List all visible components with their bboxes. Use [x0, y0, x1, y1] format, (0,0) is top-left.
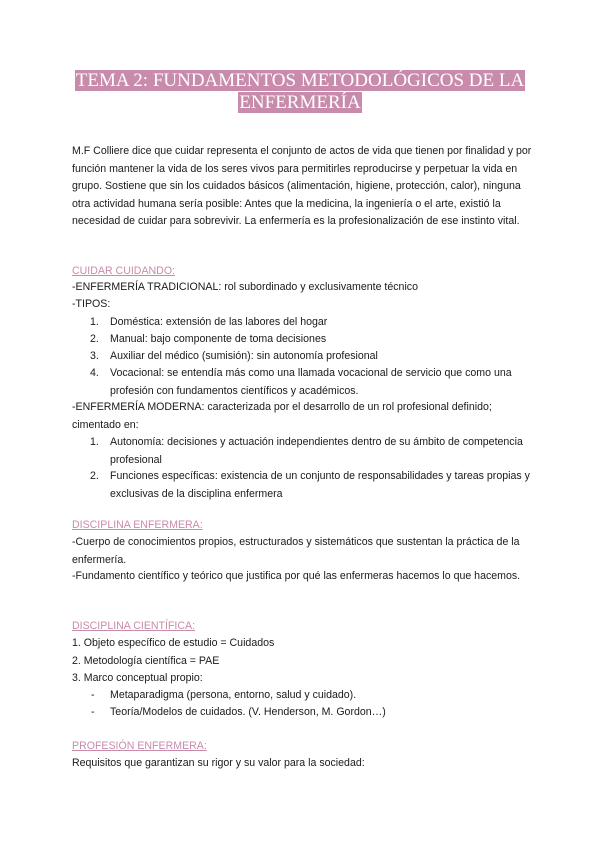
cientifica-line-2: 2. Metodología científica = PAE	[72, 655, 220, 667]
enfermeria-moderna: -ENFERMERÍA MODERNA: caracterizada por el desarrollo de un rol profesional definido; cimentado en:	[72, 401, 492, 431]
sub-list-item: Metaparadigma (persona, entorno, salud y cuidado).	[110, 689, 357, 701]
tipos-label: -TIPOS:	[72, 298, 111, 310]
list-item: Funciones específicas: existencia de un conjunto de responsabilidades y tareas propias y exclusivas de la disciplina enfermera	[110, 470, 530, 500]
list-item: Vocacional: se entendía más como una llamada vocacional de servicio que como una profesión con fundamentos científicos y académicos.	[110, 367, 512, 397]
page-title	[60, 70, 540, 114]
cientifica-line-1: 1. Objeto específico de estudio = Cuidados	[72, 637, 275, 649]
section-heading-disciplina: DISCIPLINA ENFERMERA:	[72, 519, 203, 531]
list-number: 1.	[90, 316, 99, 328]
section-heading-cuidar: CUIDAR CUIDANDO:	[72, 265, 175, 277]
disciplina-paragraph-1: -Cuerpo de conocimientos propios, estructurados y sistemáticos que sustentan la práctica de la enfermería.	[72, 536, 520, 566]
list-item: Doméstica: extensión de las labores del hogar	[110, 316, 328, 328]
title-line-1: TEMA 2: FUNDAMENTOS METODOLÓGICOS DE LA	[75, 70, 525, 91]
cientifica-line-3: 3. Marco conceptual propio:	[72, 672, 203, 684]
enfermeria-tradicional: -ENFERMERÍA TRADICIONAL: rol subordinado y exclusivamente técnico	[72, 281, 418, 293]
sub-list-item: Teoría/Modelos de cuidados. (V. Henderson, M. Gordon…)	[110, 706, 386, 718]
section-heading-cientifica: DISCIPLINA CIENTÍFICA:	[72, 620, 196, 632]
list-item: Autonomía: decisiones y actuación independientes dentro de su ámbito de competencia profesional	[110, 436, 523, 466]
disciplina-paragraph-2: -Fundamento científico y teórico que justifica por qué las enfermeras hacemos lo que hacemos.	[72, 570, 521, 582]
list-number: 2.	[90, 333, 99, 345]
list-number: 4.	[90, 367, 99, 379]
list-number: 2.	[90, 470, 99, 482]
list-number: 1.	[90, 436, 99, 448]
list-item: Auxiliar del médico (sumisión): sin autonomía profesional	[110, 350, 378, 362]
title-line-2: ENFERMERÍA	[239, 92, 361, 113]
bullet-dash: -	[91, 706, 95, 718]
bullet-dash: -	[91, 689, 95, 701]
list-item: Manual: bajo componente de toma decisiones	[110, 333, 327, 345]
intro-paragraph: M.F Colliere dice que cuidar representa el conjunto de actos de vida que tienen por finalidad y por función mantener la vida de los seres vivos para permitirles reproducirse y perpetuar la vida en grupo. Sostiene que sin los cuidados básicos (alimentación, higiene, protección, calor), ninguna otra actividad humana sería posible: Antes que la medicina, la ingeniería o el arte, existió la necesidad de cuidar para sobrevivir. La enfermería es la profesionalización de ese instinto vital.	[72, 145, 532, 227]
section-heading-profesion: PROFESIÓN ENFERMERA:	[72, 740, 207, 752]
profesion-paragraph: Requisitos que garantizan su rigor y su valor para la sociedad:	[72, 757, 365, 769]
list-number: 3.	[90, 350, 99, 362]
